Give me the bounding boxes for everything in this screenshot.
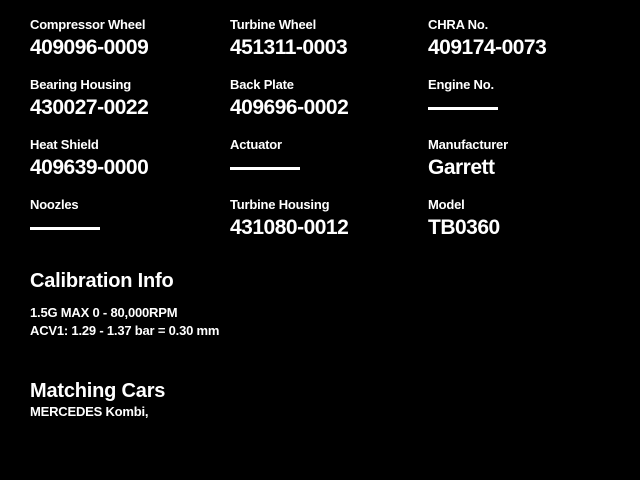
field-value: TB0360 [428,216,500,239]
field-heat-shield [30,138,230,198]
field-bearing-housing [30,78,230,138]
field-model [428,198,610,258]
field-value: 409696-0002 [230,96,349,119]
field-value: 430027-0022 [30,96,149,119]
field-value: 451311-0003 [230,36,348,59]
field-label: CHRA No. [428,17,489,32]
field-label: Compressor Wheel [30,17,146,32]
empty-value-dash [30,227,100,230]
matching-cars-section [30,381,165,419]
field-noozles [30,198,230,258]
field-label: Back Plate [230,77,294,92]
calibration-title: Calibration Info [30,270,174,292]
field-label: Model [428,197,465,212]
field-turbine-wheel [230,18,428,78]
field-label: Turbine Wheel [230,17,316,32]
calibration-lines [30,304,219,340]
field-value: 409096-0009 [30,36,149,59]
field-label: Actuator [230,137,282,152]
field-value: 431080-0012 [230,216,349,239]
field-label: Engine No. [428,77,494,92]
field-label: Heat Shield [30,137,99,152]
field-value: 409174-0073 [428,36,547,59]
field-label: Turbine Housing [230,197,330,212]
field-label: Noozles [30,197,79,212]
field-label: Bearing Housing [30,77,132,92]
calibration-line-2: ACV1: 1.29 - 1.37 bar = 0.30 mm [30,323,220,338]
field-label: Manufacturer [428,137,508,152]
empty-value-dash [230,167,300,170]
field-actuator [230,138,428,198]
field-compressor-wheel [30,18,230,78]
parts-grid [30,18,610,258]
matching-cars-title: Matching Cars [30,380,166,402]
calibration-line-1: 1.5G MAX 0 - 80,000RPM [30,305,178,320]
calibration-section [30,271,219,340]
field-chra-no [428,18,610,78]
field-value: Garrett [428,156,495,179]
field-turbine-housing [230,198,428,258]
field-value: 409639-0000 [30,156,149,179]
matching-cars-list: MERCEDES Kombi, [30,404,149,419]
empty-value-dash [428,107,498,110]
field-engine-no [428,78,610,138]
field-back-plate [230,78,428,138]
field-manufacturer [428,138,610,198]
